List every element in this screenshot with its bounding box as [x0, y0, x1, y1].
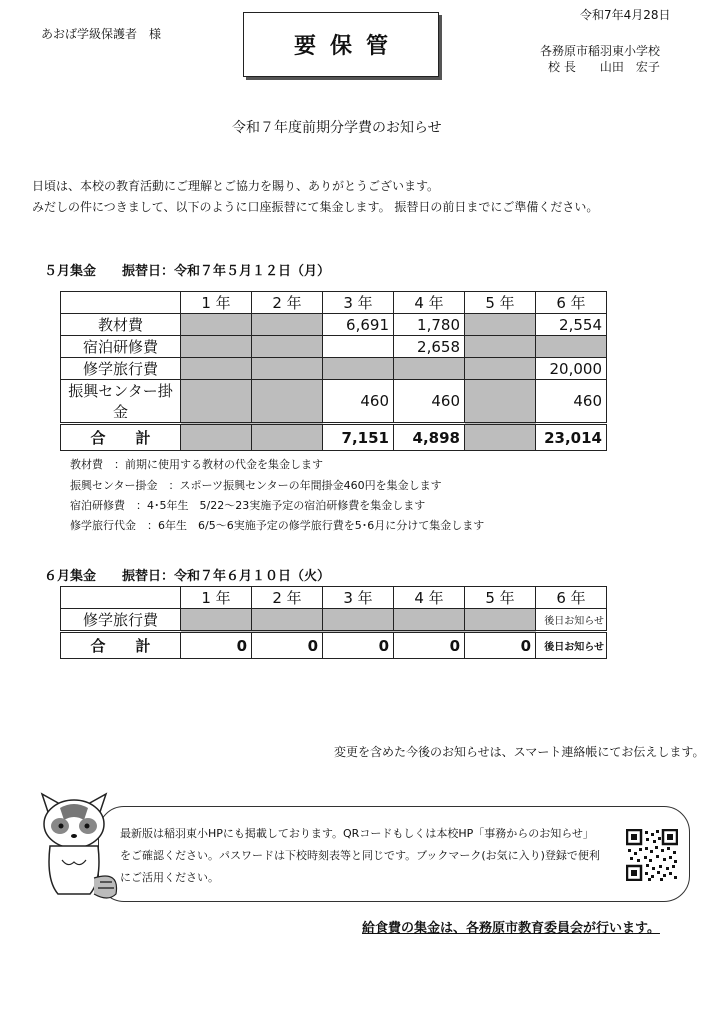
note-sports-fund: 振興センター掛金 ：スポーツ振興センターの年間掛金460円を集金します: [70, 479, 442, 492]
total-row: [61, 632, 607, 659]
keep-stamp: 要保管: [243, 12, 439, 77]
table-cell: [252, 336, 323, 358]
total-cell: 23,014: [536, 424, 607, 451]
table-cell: 20,000: [536, 358, 607, 380]
table-cell: [465, 358, 536, 380]
row-label-lodging: 宿泊研修費: [61, 336, 181, 358]
table-row: [61, 314, 607, 336]
table-cell: [323, 358, 394, 380]
table-cell: 6,691: [323, 314, 394, 336]
change-notice: 変更を含めた今後のお知らせは、スマート連絡帳にてお伝えします。: [334, 745, 705, 759]
total-cell: 0: [394, 632, 465, 659]
table-cell: 1,780: [394, 314, 465, 336]
table-row: [61, 380, 607, 424]
table-cell: [181, 358, 252, 380]
total-label: 合 計: [61, 424, 181, 451]
table-cell: [181, 380, 252, 424]
row-label-school-trip: 修学旅行費: [61, 609, 181, 632]
website-note-line-3: にご活用ください。: [120, 871, 219, 884]
intro-line-1: 日頃は、本校の教育活動にご理解とご協力を賜り、ありがとうございます。: [32, 179, 440, 193]
table-cell: 460: [323, 380, 394, 424]
grade-header: 1 年: [181, 292, 252, 314]
lunch-fee-note: 給食費の集金は、各務原市教育委員会が行います。: [362, 921, 660, 936]
table-cell: [252, 609, 323, 632]
table-header-row: [61, 587, 607, 609]
corner-cell: [61, 587, 181, 609]
corner-cell: [61, 292, 181, 314]
grade-header: 6 年: [536, 292, 607, 314]
note-materials: 教材費 ：前期に使用する教材の代金を集金します: [70, 458, 323, 471]
qr-code-icon[interactable]: [626, 829, 678, 881]
addressee: あおば学級保護者 様: [41, 27, 162, 41]
note-lodging: 宿泊研修費 ：4･5年生 5/22～23実施予定の宿泊研修費を集金します: [70, 499, 426, 512]
table-cell: [394, 358, 465, 380]
page-title: 令和７年度前期分学費のお知らせ: [232, 120, 442, 136]
intro-line-2: みだしの件につきまして、以下のように口座振替にて集金します。 振替日の前日までにご準備ください。: [32, 200, 599, 214]
grade-header: 4 年: [394, 587, 465, 609]
grade-header: 6 年: [536, 587, 607, 609]
table-cell: [323, 609, 394, 632]
grade-header: 2 年: [252, 587, 323, 609]
table-cell: [394, 609, 465, 632]
total-label: 合 計: [61, 632, 181, 659]
june-fee-table: [60, 586, 607, 659]
table-cell: [181, 314, 252, 336]
row-label-materials: 教材費: [61, 314, 181, 336]
total-cell: 4,898: [394, 424, 465, 451]
grade-header: 4 年: [394, 292, 465, 314]
total-cell: [252, 424, 323, 451]
total-cell: 0: [323, 632, 394, 659]
table-cell: 2,554: [536, 314, 607, 336]
total-row: [61, 424, 607, 451]
table-cell: [465, 314, 536, 336]
table-cell: [536, 336, 607, 358]
grade-header: 2 年: [252, 292, 323, 314]
issue-date: 令和7年4月28日: [580, 8, 671, 22]
grade-header: 5 年: [465, 292, 536, 314]
table-cell: 後日お知らせ: [536, 609, 607, 632]
principal-name: 校 長 山田 宏子: [548, 60, 660, 74]
grade-header: 1 年: [181, 587, 252, 609]
table-cell: 2,658: [394, 336, 465, 358]
may-fee-table: [60, 291, 607, 451]
website-note-line-2: をご確認ください。パスワードは下校時刻表等と同じです。ブックマーク(お気に入り)登録で便利: [120, 849, 600, 862]
may-heading: ５月集金 振替日：令和７年５月１２日（月）: [44, 264, 331, 279]
table-row: [61, 336, 607, 358]
table-cell: [465, 609, 536, 632]
mascot-illustration: [28, 790, 124, 910]
table-cell: [323, 336, 394, 358]
note-school-trip: 修学旅行代金 ：6年生 6/5～6実施予定の修学旅行費を5･6月に分けて集金します: [70, 519, 485, 532]
total-cell: 0: [252, 632, 323, 659]
row-label-school-trip: 修学旅行費: [61, 358, 181, 380]
grade-header: 5 年: [465, 587, 536, 609]
total-cell: 後日お知らせ: [536, 632, 607, 659]
table-cell: [252, 314, 323, 336]
table-cell: [181, 609, 252, 632]
table-cell: [181, 336, 252, 358]
table-row: [61, 358, 607, 380]
school-name: 各務原市稲羽東小学校: [540, 44, 661, 58]
table-cell: [252, 380, 323, 424]
table-cell: [252, 358, 323, 380]
table-cell: 460: [394, 380, 465, 424]
june-heading: ６月集金 振替日：令和７年６月１０日（火）: [44, 569, 331, 584]
total-cell: 0: [465, 632, 536, 659]
table-cell: [465, 336, 536, 358]
total-cell: [181, 424, 252, 451]
row-label-sports-fund: 振興センター掛金: [61, 380, 181, 424]
grade-header: 3 年: [323, 292, 394, 314]
total-cell: 7,151: [323, 424, 394, 451]
table-cell: [465, 380, 536, 424]
table-header-row: [61, 292, 607, 314]
total-cell: 0: [181, 632, 252, 659]
total-cell: [465, 424, 536, 451]
grade-header: 3 年: [323, 587, 394, 609]
table-cell: 460: [536, 380, 607, 424]
table-row: [61, 609, 607, 632]
website-note-line-1: 最新版は稲羽東小HPにも掲載しております。QRコードもしくは本校HP「事務からのお知らせ」: [120, 827, 594, 840]
